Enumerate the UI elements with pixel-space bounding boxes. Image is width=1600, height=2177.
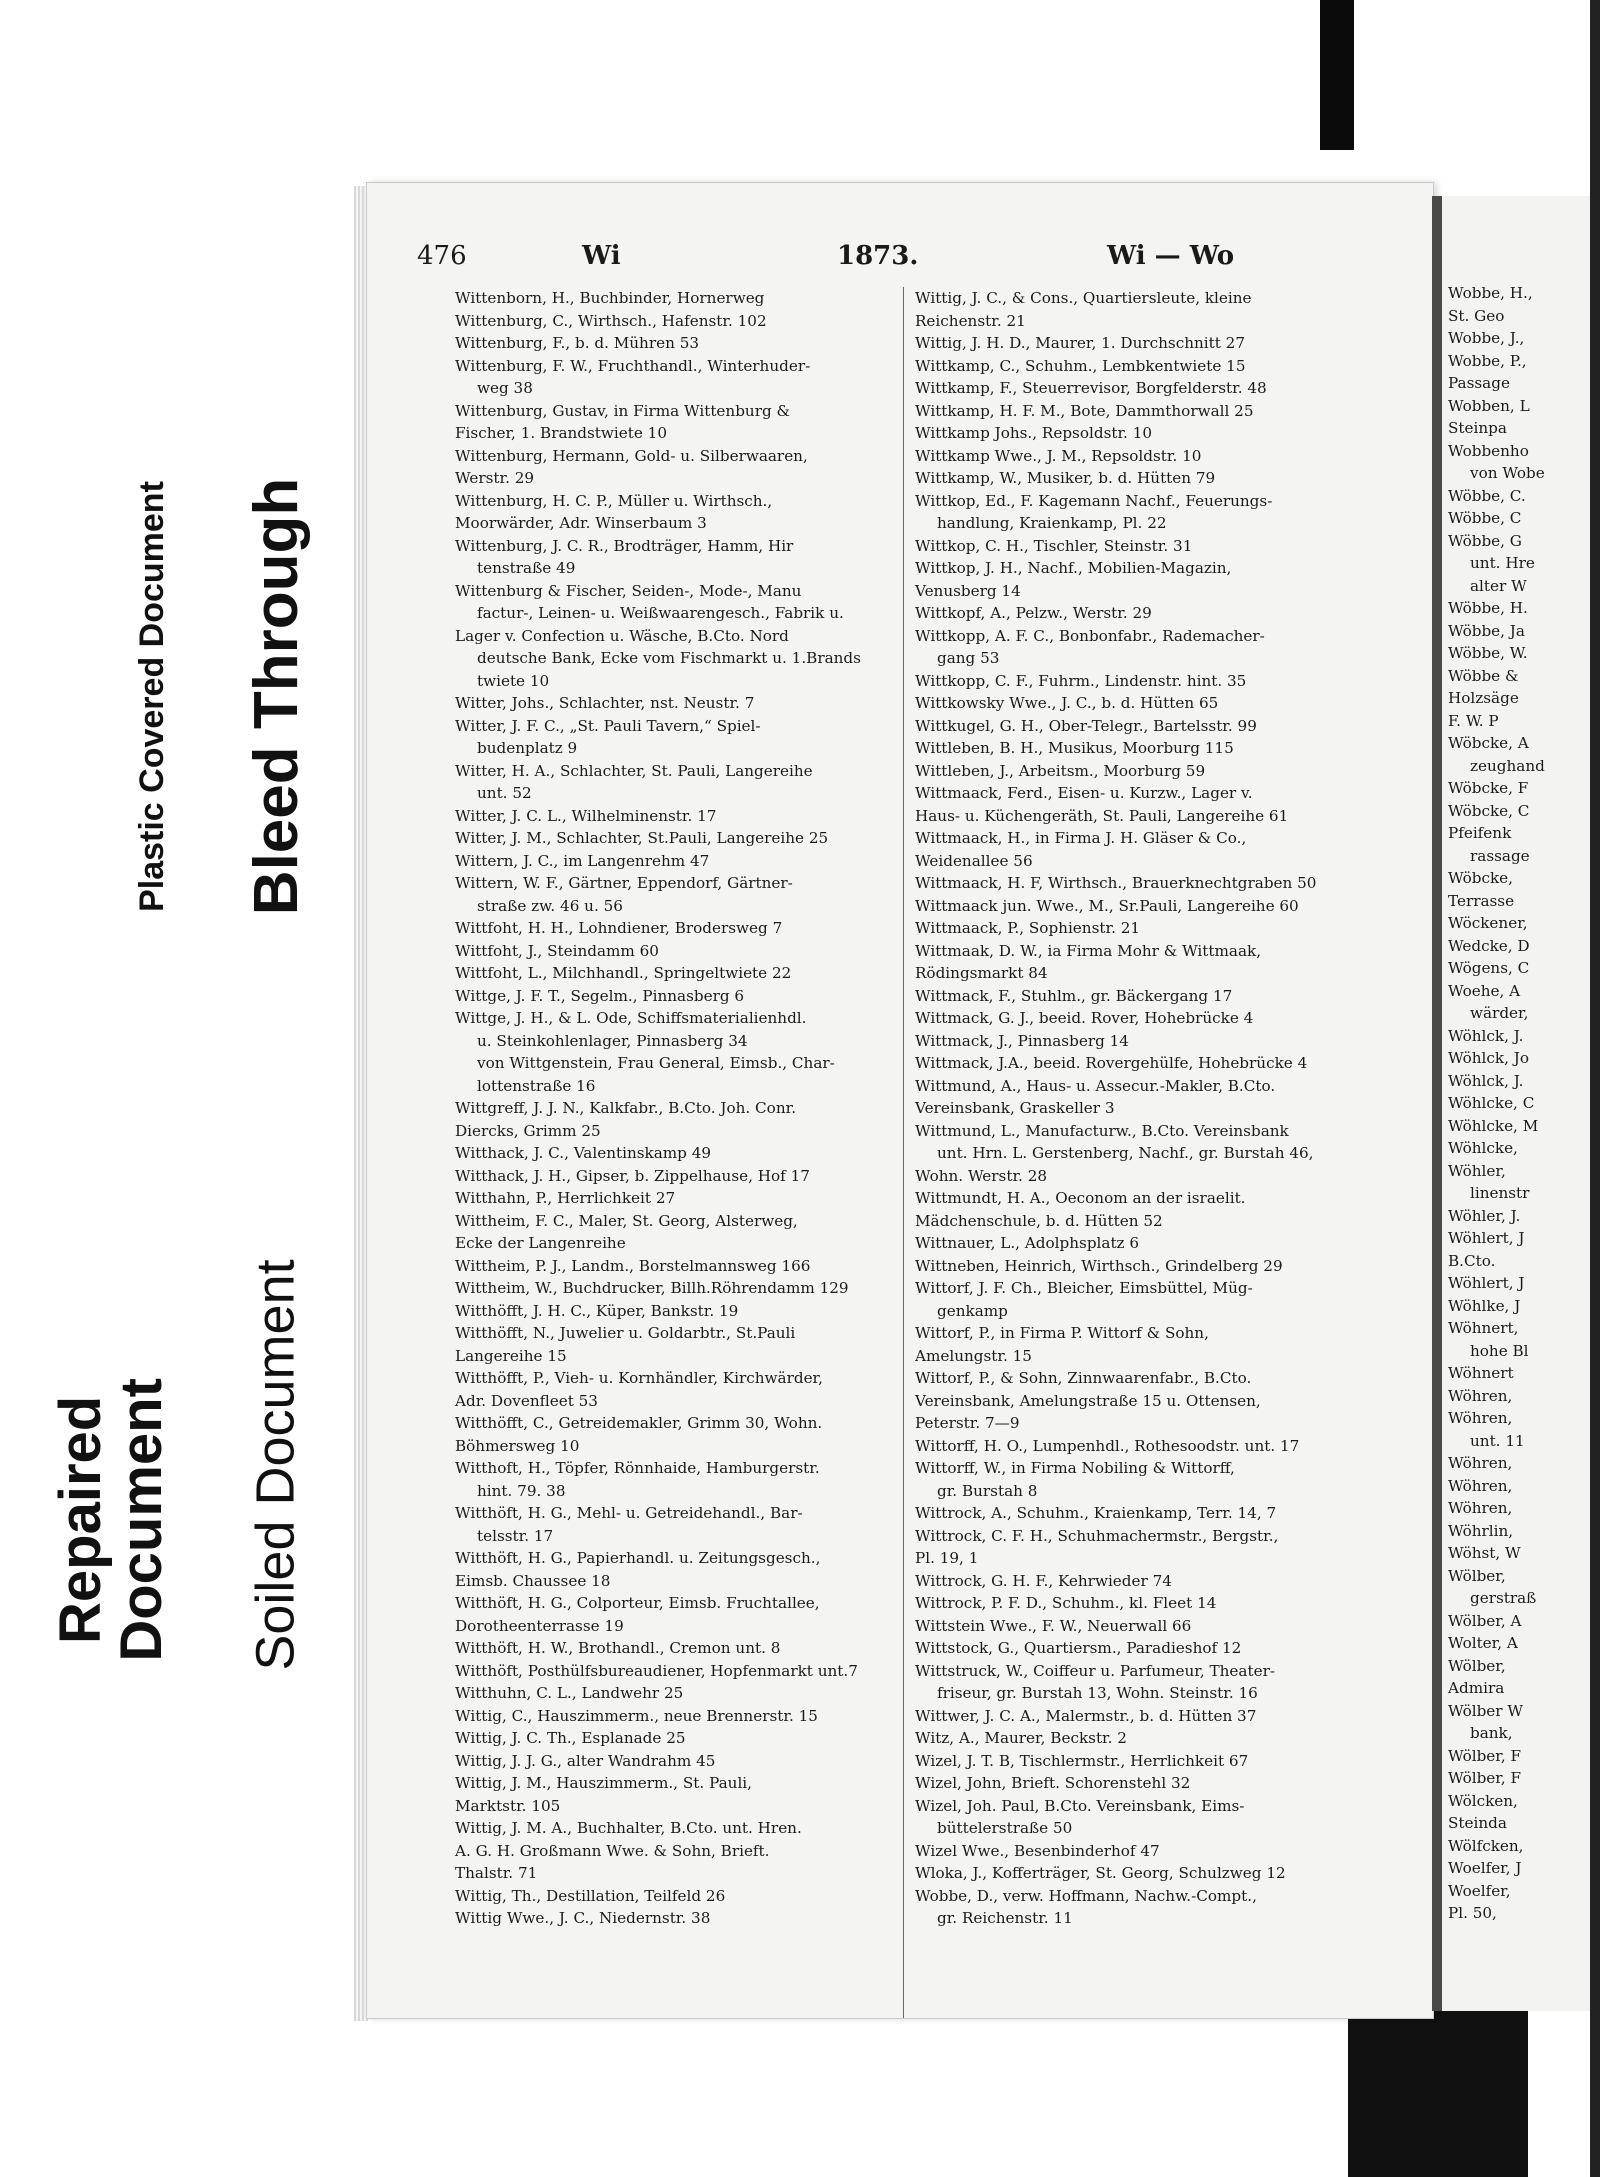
directory-line: Passage [1448,374,1510,392]
directory-line: Moorwärder, Adr. Winserbaum 3 [455,514,707,532]
directory-line: Wittmundt, H. A., Oeconom an der israelit. [915,1189,1246,1207]
directory-line: Wöbbe, G [1448,531,1522,550]
directory-line: Wittenborn, H., Buchbinder, Hornerweg [455,289,765,307]
directory-line: Wöhlcke, M [1448,1116,1539,1135]
directory-line: tenstraße 49 [477,559,576,577]
directory-line: Lager v. Confection u. Wäsche, B.Cto. Nord [455,626,789,645]
directory-line: Wittnauer, L., Adolphsplatz 6 [915,1234,1140,1252]
directory-line: B.Cto. [1448,1251,1496,1270]
directory-line: Wizel, John, Brieft. Schorenstehl 32 [915,1774,1191,1792]
directory-line: Wittkop, Ed., F. Kagemann Nachf., Feuerungs- [915,491,1273,510]
directory-line: Wittig, Th., Destillation, Teilfeld 26 [455,1886,726,1905]
directory-line: Wittenburg, Hermann, Gold- u. Silberwaaren, [455,446,808,465]
directory-line: Wöhlck, Jo [1448,1049,1529,1067]
directory-line: Steinpa [1448,419,1507,437]
directory-line: Wittkamp, W., Musiker, b. d. Hütten 79 [915,469,1216,487]
directory-line: Wöbcke, A [1448,734,1529,752]
directory-line: Wittkop, J. H., Nachf., Mobilien-Magazin, [915,559,1232,577]
directory-line: Wittheim, P. J., Landm., Borstelmannsweg 166 [455,1256,811,1275]
directory-line: Wittrock, P. F. D., Schuhm., kl. Fleet 14 [915,1594,1217,1612]
directory-line: Pl. 50, [1448,1904,1497,1922]
label-bleed-through: Bleed Through [232,396,322,996]
directory-line: Mädchenschule, b. d. Hütten 52 [915,1211,1163,1230]
directory-line: Wölber, F [1448,1769,1522,1787]
directory-line: Wittneben, Heinrich, Wirthsch., Grindelberg 29 [915,1256,1283,1275]
directory-line: Witthöfft, J. H. C., Küper, Bankstr. 19 [455,1301,739,1320]
directory-line: Holzsäge [1448,689,1519,707]
directory-line: Wittmack, J., Pinnasberg 14 [915,1031,1129,1050]
directory-line: Wittkamp, C., Schuhm., Lembkentwiete 15 [915,356,1246,375]
directory-line: Witthöft, H. G., Papierhandl. u. Zeitungsgesch., [455,1549,821,1567]
directory-line: linenstr [1470,1184,1530,1202]
directory-line: Witthöft, H. W., Brothandl., Cremon unt. 8 [455,1639,781,1657]
directory-line: Wittmack, J.A., beeid. Rovergehülfe, Hohebrücke 4 [915,1054,1308,1072]
directory-line: friseur, gr. Burstah 13, Wohn. Steinstr. 16 [937,1684,1258,1702]
directory-line: Wittenburg, H. C. P., Müller u. Wirthsch., [455,491,773,510]
directory-line: Witthuhn, C. L., Landwehr 25 [455,1684,684,1702]
directory-line: deutsche Bank, Ecke vom Fischmarkt u. 1.Brands [477,649,861,667]
directory-line: Wittenburg, C., Wirthsch., Hafenstr. 102 [455,311,767,330]
directory-line: Witthack, J. H., Gipser, b. Zippelhause, Hof 17 [455,1166,810,1185]
directory-line: Pfeifenk [1448,824,1512,842]
directory-line: u. Steinkohlenlager, Pinnasberg 34 [477,1031,748,1050]
directory-line: Wittstruck, W., Coiffeur u. Parfumeur, Theater- [915,1661,1275,1680]
directory-line: Vereinsbank, Graskeller 3 [915,1099,1115,1117]
directory-line: Wedcke, D [1448,936,1530,955]
directory-line: Wöbcke, [1448,869,1513,887]
directory-line: Wittstock, G., Quartiersm., Paradieshof 12 [915,1639,1242,1657]
directory-line: Wolter, A [1448,1634,1518,1652]
directory-line: weg 38 [477,379,533,397]
directory-line: Wizel Wwe., Besenbinderhof 47 [915,1841,1160,1860]
directory-line: Wittig, J. M., Hauszimmerm., St. Pauli, [455,1774,752,1792]
directory-line: Witthahn, P., Herrlichkeit 27 [455,1189,676,1207]
directory-line: Wittmaak, D. W., ia Firma Mohr & Wittmaak, [915,941,1262,960]
directory-line: Wöbbe, C. [1448,486,1526,505]
directory-line: Wittleben, B. H., Musikus, Moorburg 115 [915,739,1234,757]
directory-line: Wittig, J. C., & Cons., Quartiersleute, kleine [915,289,1252,307]
directory-line: Wöbbe, C [1448,509,1522,527]
directory-line: Wittorf, P., & Sohn, Zinnwaarenfabr., B.Cto. [915,1369,1252,1387]
directory-line: wärder, [1470,1004,1529,1022]
directory-line: Wittrock, C. F. H., Schuhmachermstr., Bergstr., [915,1526,1279,1545]
scan-border-top [1320,0,1354,150]
directory-line: Wittge, J. H., & L. Ode, Schiffsmaterialienhdl. [455,1009,807,1027]
directory-line: twiete 10 [477,671,550,690]
directory-line: Wölber, A [1448,1611,1522,1630]
directory-line: genkamp [937,1301,1008,1320]
directory-line: Wöhren, [1448,1409,1513,1427]
directory-line: Wittkowsky Wwe., J. C., b. d. Hütten 65 [915,694,1219,712]
directory-line: bank, [1470,1724,1513,1742]
directory-line: Wobbe, J., [1448,329,1525,347]
directory-line: Wittig, J. J. G., alter Wandrahm 45 [455,1751,716,1770]
directory-line: Wöhlck, J. [1448,1026,1524,1045]
directory-line: Wloka, J., Kofferträger, St. Georg, Schulzweg 12 [915,1864,1286,1882]
directory-line: Wobbe, H., [1448,284,1533,302]
scan-border-bottom [1348,2010,1528,2177]
directory-line: Ecke der Langenreihe [455,1234,626,1252]
directory-line: Wölber, F [1448,1746,1522,1765]
directory-line: Peterstr. 7—9 [915,1414,1020,1432]
directory-line: Woelfer, J [1448,1859,1522,1877]
directory-line: Terrasse [1448,891,1515,910]
directory-line: Haus- u. Küchengeräth, St. Pauli, Langereihe 61 [915,806,1289,825]
directory-line: rassage [1470,846,1530,865]
directory-line: Wittfoht, L., Milchhandl., Springeltwiete 22 [455,964,792,982]
directory-line: factur-, Leinen- u. Weißwaarengesch., Fabrik u. [477,604,844,622]
directory-line: unt. 52 [477,784,532,802]
directory-line: Fischer, 1. Brandstwiete 10 [455,424,667,442]
directory-line: handlung, Kraienkamp, Pl. 22 [937,514,1167,532]
directory-line: Wögens, C [1448,959,1530,977]
directory-line: Wittig Wwe., J. C., Niedernstr. 38 [455,1909,711,1927]
directory-line: Wittmaack, H. F, Wirthsch., Brauerknechtgraben 50 [915,874,1317,892]
directory-line: Wöbbe, H. [1448,599,1528,617]
directory-line: Wöbbe & [1448,666,1519,685]
directory-line: Wöbcke, F [1448,779,1529,797]
directory-line: Wölber, [1448,1566,1506,1585]
page-year: 1873. [837,241,919,271]
directory-line: Wittwer, J. C. A., Malermstr., b. d. Hütten 37 [915,1706,1257,1725]
label-soiled: Soiled Document [228,1180,324,1750]
directory-line: Wölber W [1448,1701,1523,1720]
directory-line: Wöhlke, J [1448,1296,1521,1315]
directory-line: Wittern, W. F., Gärtner, Eppendorf, Gärtner- [455,874,793,892]
directory-line: Wittfoht, H. H., Lohndiener, Brodersweg 7 [455,919,783,937]
directory-line: Witthöft, Posthülfsbureaudiener, Hopfenmarkt unt.7 [455,1661,858,1680]
directory-line: Reichenstr. 21 [915,311,1026,330]
directory-line: Wittrock, G. H. F., Kehrwieder 74 [915,1571,1172,1590]
directory-line: Witthoft, H., Töpfer, Rönnhaide, Hamburgerstr. [455,1459,820,1477]
directory-line: Witthöft, H. G., Mehl- u. Getreidehandl., Bar- [455,1504,803,1522]
directory-line: Wittleben, J., Arbeitsm., Moorburg 59 [915,761,1206,780]
directory-line: von Wittgenstein, Frau General, Eimsb., Char- [477,1054,835,1072]
directory-line: Wittenburg, Gustav, in Firma Wittenburg & [455,401,791,420]
directory-line: zeughand [1470,756,1545,775]
directory-line: Wölcken, [1448,1791,1518,1810]
directory-line: Wittkamp, H. F. M., Bote, Dammthorwall 25 [915,401,1254,420]
directory-line: F. W. P [1448,711,1499,730]
directory-line: Witthöfft, P., Vieh- u. Kornhändler, Kirchwärder, [455,1369,823,1387]
directory-line: Wittgreff, J. J. N., Kalkfabr., B.Cto. Joh. Conr. [455,1099,797,1117]
left-column [455,287,887,1930]
directory-line: Wobbe, D., verw. Hoffmann, Nachw.-Compt., [915,1886,1257,1905]
directory-line: Wittenburg, J. C. R., Brodträger, Hamm, Hir [455,536,794,555]
directory-line: Witz, A., Maurer, Beckstr. 2 [915,1729,1127,1747]
directory-line: Wölfcken, [1448,1836,1524,1855]
directory-line: Adr. Dovenfleet 53 [455,1391,598,1410]
directory-line: Steinda [1448,1814,1507,1832]
directory-line: Dorotheenterrasse 19 [455,1616,624,1635]
directory-line: Wittern, J. C., im Langenrehm 47 [455,851,710,870]
directory-line: Wöhnert [1448,1364,1514,1382]
directory-line: Wittrock, A., Schuhm., Kraienkamp, Terr. 14, 7 [915,1504,1277,1522]
directory-line: Wöbbe, Ja [1448,621,1525,640]
directory-line: Wittig, J. C. Th., Esplanade 25 [455,1729,686,1747]
directory-line: alter W [1470,576,1527,595]
directory-line: Wittkugel, G. H., Ober-Telegr., Bartelsstr. 99 [915,716,1257,735]
directory-line: Vereinsbank, Amelungstraße 15 u. Ottensen, [915,1391,1261,1410]
directory-line: büttelerstraße 50 [937,1819,1073,1837]
directory-line: gr. Reichenstr. 11 [937,1909,1073,1927]
directory-line: Wittkopp, A. F. C., Bonbonfabr., Rademacher- [915,626,1265,645]
directory-line: Wöhren, [1448,1386,1513,1405]
directory-line: Witter, J. F. C., „St. Pauli Tavern,“ Spiel- [455,716,761,735]
directory-line: Diercks, Grimm 25 [455,1121,601,1140]
directory-line: Wittorf, J. F. Ch., Bleicher, Eimsbüttel, Müg- [915,1279,1253,1297]
label-plastic-covered: Plastic Covered Document [108,396,196,996]
directory-line: Böhmersweg 10 [455,1436,580,1455]
directory-line: Witthöfft, N., Juwelier u. Goldarbtr., St.Pauli [455,1324,796,1342]
book-gutter [1432,196,1442,2011]
directory-line: Langereihe 15 [455,1346,567,1365]
directory-line: Wöhlcke, C [1448,1094,1535,1112]
directory-line: Wittig, J. H. D., Maurer, 1. Durchschnitt 27 [915,334,1246,352]
directory-line: Wöhlcke, [1448,1139,1518,1157]
directory-line: Weidenallee 56 [915,851,1033,870]
directory-line: Venusberg 14 [915,581,1021,600]
directory-line: Pl. 19, 1 [915,1549,979,1567]
directory-line: Wittig, J. M. A., Buchhalter, B.Cto. unt. Hren. [455,1819,802,1837]
directory-line: Witter, J. M., Schlachter, St.Pauli, Langereihe 25 [455,829,829,847]
directory-line: Wizel, J. T. B, Tischlermstr., Herrlichkeit 67 [915,1751,1249,1770]
directory-line: Wittmack, G. J., beeid. Rover, Hohebrücke 4 [915,1009,1254,1027]
directory-line: Wöbbe, W. [1448,644,1528,662]
directory-line: budenplatz 9 [477,739,578,757]
directory-line: Wizel, Joh. Paul, B.Cto. Vereinsbank, Eims- [915,1796,1245,1815]
directory-line: Wittkamp Wwe., J. M., Repsoldstr. 10 [915,446,1202,465]
directory-page [366,182,1434,2019]
directory-line: Rödingsmarkt 84 [915,964,1048,982]
directory-line: Marktstr. 105 [455,1796,561,1815]
directory-line: Wöhst, W [1448,1544,1521,1562]
directory-line: Wittkopp, C. F., Fuhrm., Lindenstr. hint. 35 [915,671,1247,690]
directory-line: Wittmaack jun. Wwe., M., Sr.Pauli, Langereihe 60 [915,896,1299,915]
directory-line: Wobbe, P., [1448,351,1527,370]
directory-line: Wittorff, H. O., Lumpenhdl., Rothesoodstr. unt. 17 [915,1436,1300,1455]
directory-line: hohe Bl [1470,1341,1529,1360]
directory-line: Wittenburg, F. W., Fruchthandl., Winterhuder- [455,356,811,375]
directory-line: Wöhlert, J [1448,1274,1525,1292]
directory-line: Wöhler, [1448,1161,1506,1180]
directory-line: Wittkamp, F., Steuerrevisor, Borgfelderstr. 48 [915,379,1267,397]
directory-line: Wöhlck, J. [1448,1071,1524,1090]
directory-line: Wittenburg, F., b. d. Mühren 53 [455,334,700,352]
directory-line: gerstraß [1470,1589,1537,1607]
directory-line: Werstr. 29 [455,469,535,487]
directory-line: Witter, J. C. L., Wilhelminenstr. 17 [455,806,717,825]
directory-line: Wöhler, J. [1448,1206,1521,1225]
directory-line: St. Geo [1448,306,1505,325]
directory-line: Wittkamp Johs., Repsoldstr. 10 [915,424,1153,442]
directory-line: Witter, H. A., Schlachter, St. Pauli, Langereihe [455,761,813,780]
directory-line: gang 53 [937,649,1000,667]
directory-line: unt. 11 [1470,1431,1525,1450]
scan-border-right [1590,0,1600,2177]
directory-line: Wittmack, F., Stuhlm., gr. Bäckergang 17 [915,986,1233,1005]
directory-line: unt. Hre [1470,554,1535,572]
directory-line: Witthöfft, C., Getreidemakler, Grimm 30, Wohn. [455,1414,823,1432]
directory-line: Wittig, C., Hauszimmerm., neue Brennerstr. 15 [455,1706,818,1725]
directory-line: Wittorf, P., in Firma P. Wittorf & Sohn, [915,1324,1209,1342]
directory-line: Eimsb. Chaussee 18 [455,1571,611,1590]
directory-line: Witthöft, H. G., Colporteur, Eimsb. Fruchtallee, [455,1594,820,1612]
directory-line: Amelungstr. 15 [915,1346,1032,1365]
adjacent-page-column [1448,282,1545,1925]
directory-line: Wohn. Werstr. 28 [915,1166,1048,1185]
column-divider [903,287,904,2019]
directory-line: Woehe, A [1448,981,1521,1000]
directory-line: Wöhren, [1448,1454,1513,1472]
directory-line: Wittheim, W., Buchdrucker, Billh.Röhrendamm 129 [455,1279,849,1297]
directory-line: Wobbenho [1448,441,1529,460]
directory-line: hint. 79. 38 [477,1481,566,1500]
directory-line: Wöhnert, [1448,1319,1519,1337]
directory-line: Wittmaack, Ferd., Eisen- u. Kurzw., Lager v. [915,784,1253,802]
directory-line: A. G. H. Großmann Wwe. & Sohn, Brieft. [455,1841,770,1860]
directory-line: Wittkop, C. H., Tischler, Steinstr. 31 [915,536,1193,555]
directory-line: Wöhren, [1448,1476,1513,1495]
directory-line: Wöhrlin, [1448,1521,1514,1540]
directory-line: gr. Burstah 8 [937,1481,1038,1500]
right-index-key: Wi — Wo [1107,241,1235,271]
directory-line: Wittstein Wwe., F. W., Neuerwall 66 [915,1616,1192,1635]
directory-line: Woelfer, [1448,1881,1511,1900]
directory-line: Wittheim, F. C., Maler, St. Georg, Alsterweg, [455,1211,798,1230]
directory-line: Wittmund, A., Haus- u. Assecur.-Makler, B.Cto. [915,1076,1276,1095]
directory-line: Admira [1448,1679,1505,1697]
right-column [915,287,1351,1930]
directory-line: Wittmaack, P., Sophienstr. 21 [915,919,1141,937]
directory-line: Wittge, J. F. T., Segelm., Pinnasberg 6 [455,986,745,1005]
directory-line: Wöhlert, J [1448,1229,1525,1247]
directory-line: Wittmund, L., Manufacturw., B.Cto. Vereinsbank [915,1121,1289,1140]
page-number: 476 [417,241,467,271]
directory-line: Wobben, L [1448,396,1530,415]
directory-line: Wittmaack, H., in Firma J. H. Gläser & Co., [915,829,1247,847]
directory-line: von Wobe [1470,464,1545,482]
page-header [417,241,1307,281]
directory-line: telsstr. 17 [477,1526,554,1545]
directory-line: straße zw. 46 u. 56 [477,896,623,915]
directory-line: unt. Hrn. L. Gerstenberg, Nachf., gr. Burstah 46, [937,1144,1314,1162]
directory-line: Wittkopf, A., Pelzw., Werstr. 29 [915,604,1152,622]
directory-line: Wittfoht, J., Steindamm 60 [455,941,659,960]
directory-line: Wöhren, [1448,1499,1513,1517]
directory-line: Wölber, [1448,1656,1506,1675]
label-repaired: Repaired Document [12,1300,212,1740]
directory-line: Wittorff, W., in Firma Nobiling & Wittorff, [915,1459,1235,1477]
left-index-key: Wi [582,241,621,271]
directory-line: Wöckener, [1448,914,1528,932]
directory-line: Wittenburg & Fischer, Seiden-, Mode-, Manu [455,581,802,600]
directory-line: Witter, Johs., Schlachter, nst. Neustr. 7 [455,694,755,712]
directory-line: Thalstr. 71 [455,1864,538,1882]
directory-line: Witthack, J. C., Valentinskamp 49 [455,1144,712,1162]
directory-line: Wöbcke, C [1448,801,1530,820]
directory-line: lottenstraße 16 [477,1076,596,1095]
adjacent-page [1442,196,1590,2011]
